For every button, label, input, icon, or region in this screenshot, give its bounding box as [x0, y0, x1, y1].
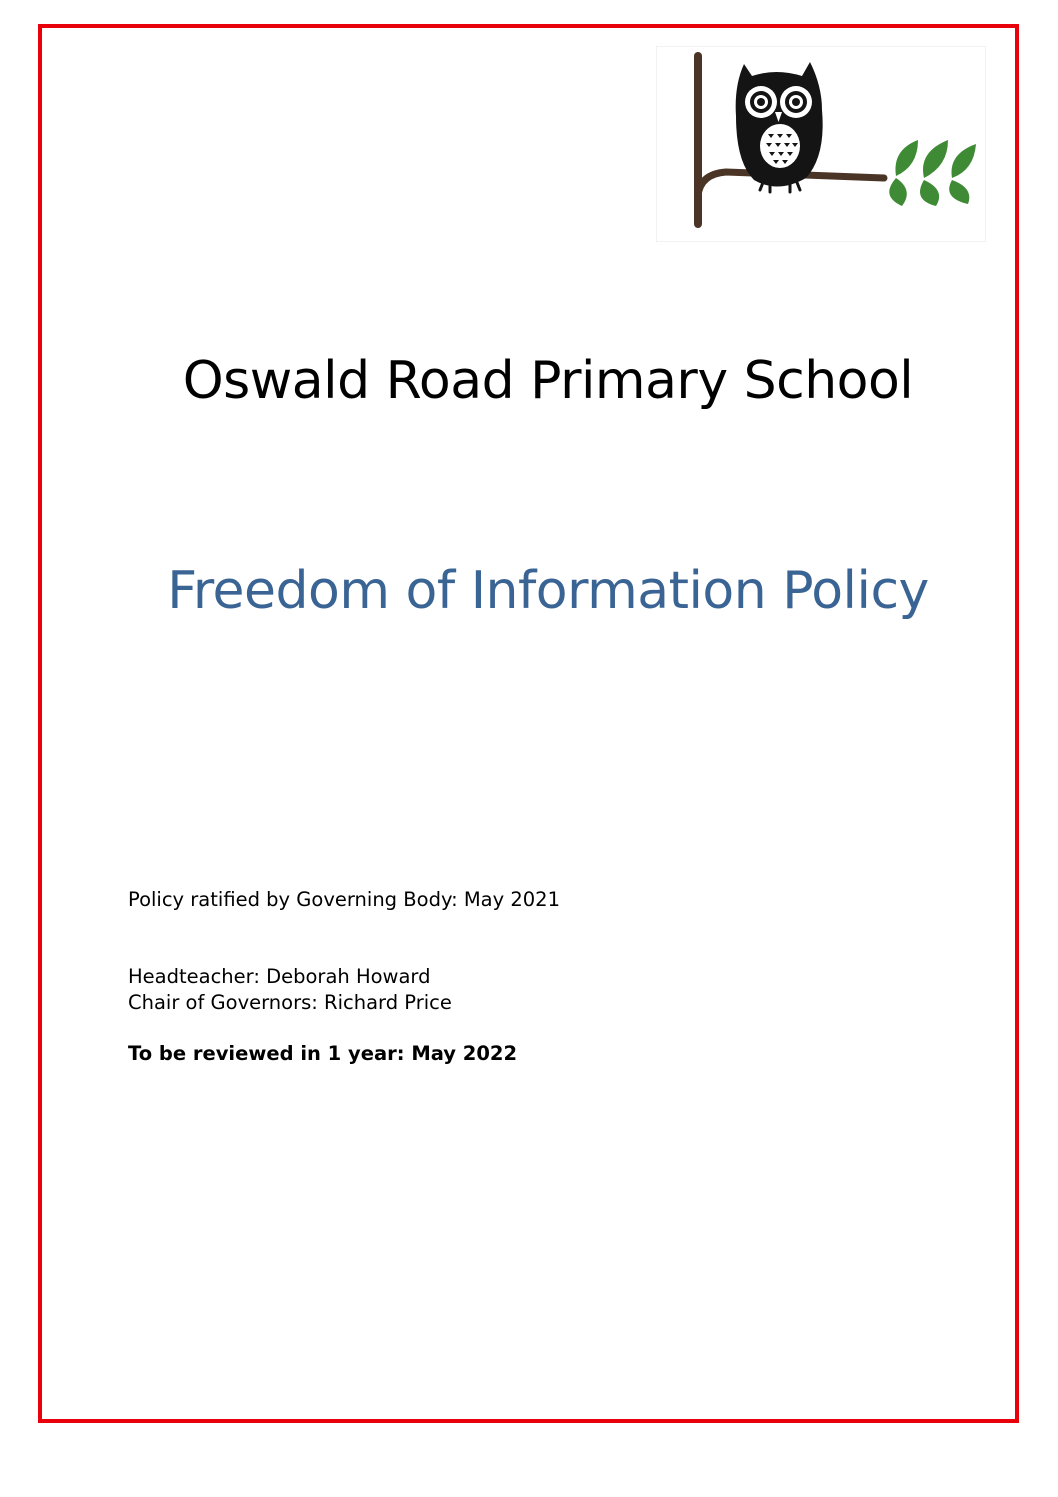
owl-icon: [736, 62, 823, 192]
headteacher-name: Headteacher: Deborah Howard: [128, 965, 431, 988]
chair-of-governors-name: Chair of Governors: Richard Price: [128, 991, 452, 1014]
ratified-date: Policy ratified by Governing Body: May 2021: [128, 888, 560, 911]
school-name: Oswald Road Primary School: [182, 351, 914, 411]
owl-on-branch-logo-icon: [656, 46, 986, 242]
review-date: To be reviewed in 1 year: May 2022: [128, 1042, 518, 1065]
policy-title: Freedom of Information Policy: [167, 561, 929, 621]
school-logo: [656, 46, 986, 242]
